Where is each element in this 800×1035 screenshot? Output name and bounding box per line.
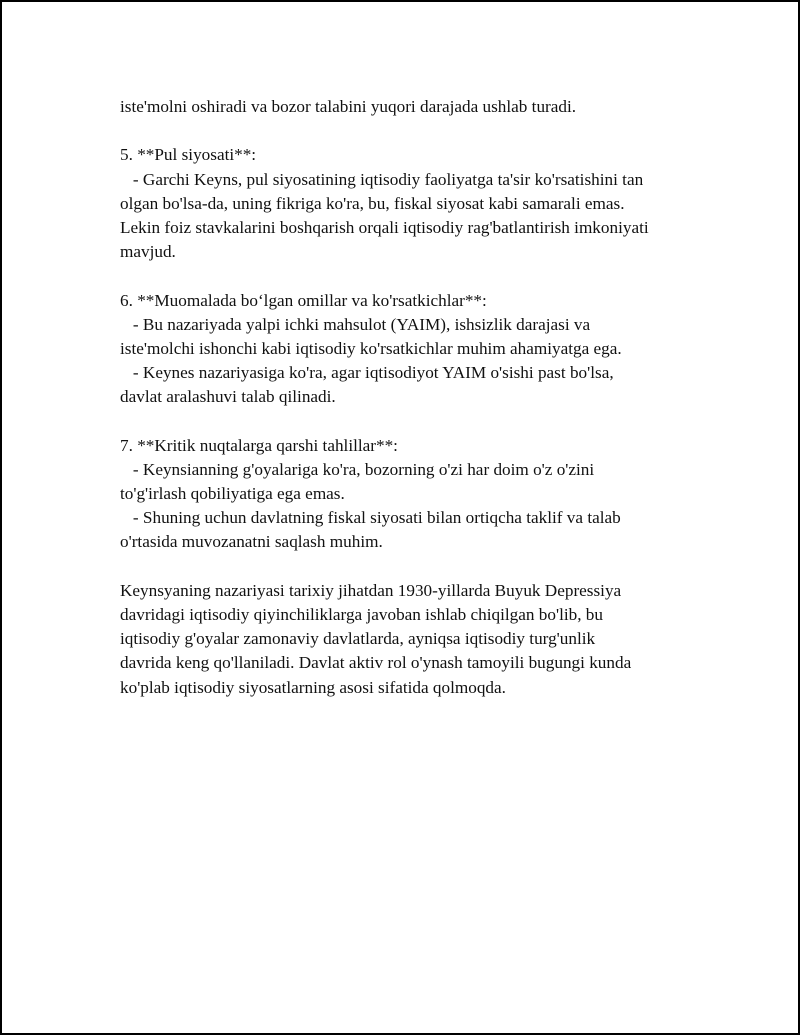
paragraph-line: o'rtasida muvozanatni saqlash muhim. xyxy=(120,532,383,552)
blank-line xyxy=(120,119,720,143)
paragraph-line: - Shuning uchun davlatning fiskal siyosati bilan ortiqcha taklif va talab xyxy=(120,508,621,528)
conclusion-line: iqtisodiy g'oyalar zamonaviy davlatlarda, ayniqsa iqtisodiy turg'unlik xyxy=(120,629,596,649)
paragraph-line: to'g'irlash qobiliyatiga ega emas. xyxy=(120,484,345,503)
paragraph-line: - Garchi Keyns, pul siyosatining iqtisodiy faoliyatga ta'sir ko'rsatishini tan xyxy=(120,169,644,189)
paragraph-line: davlat aralashuvi talab qilinadi. xyxy=(120,387,336,407)
paragraph-line: iste'molni oshiradi va bozor talabini yuqori darajada ushlab turadi. xyxy=(120,97,577,116)
conclusion-line: ko'plab iqtisodiy siyosatlarning asosi sifatida qolmoqda. xyxy=(120,677,506,697)
paragraph-line: mavjud. xyxy=(120,242,176,262)
paragraph-line: olgan bo'lsa-da, uning fikriga ko'ra, bu, fiskal siyosat kabi samarali emas. xyxy=(120,193,625,213)
blank-line xyxy=(120,409,720,433)
blank-line xyxy=(120,555,720,579)
paragraph-line: Lekin foiz stavkalarini boshqarish orqali iqtisodiy rag'batlantirish imkoniyati xyxy=(120,217,649,237)
paragraph-line: - Bu nazariyada yalpi ichki mahsulot (YAIM), ishsizlik darajasi va xyxy=(120,314,591,334)
section-heading-muomalada: 6. **Muomalada bo‘lgan omillar va ko'rsatkichlar**: xyxy=(120,290,487,310)
section-heading-kritik: 7. **Kritik nuqtalarga qarshi tahlillar**: xyxy=(120,435,398,455)
conclusion-line: Keynsyaning nazariyasi tarixiy jihatdan 1930-yillarda Buyuk Depressiya xyxy=(120,580,622,600)
document-body xyxy=(120,95,720,700)
paragraph-line: iste'molchi ishonchi kabi iqtisodiy ko'rsatkichlar muhim ahamiyatga ega. xyxy=(120,338,622,358)
paragraph-line: - Keynsianning g'oyalariga ko'ra, bozorning o'zi har doim o'z o'zini xyxy=(120,459,595,479)
conclusion-line: davridagi iqtisodiy qiyinchiliklarga javoban ishlab chiqilgan bo'lib, bu xyxy=(120,604,603,624)
blank-line xyxy=(120,264,720,288)
paragraph-line: - Keynes nazariyasiga ko'ra, agar iqtisodiyot YAIM o'sishi past bo'lsa, xyxy=(120,363,614,383)
conclusion-line: davrida keng qo'llaniladi. Davlat aktiv rol o'ynash tamoyili bugungi kunda xyxy=(120,653,632,673)
section-heading-pul-siyosati: 5. **Pul siyosati**: xyxy=(120,145,257,165)
